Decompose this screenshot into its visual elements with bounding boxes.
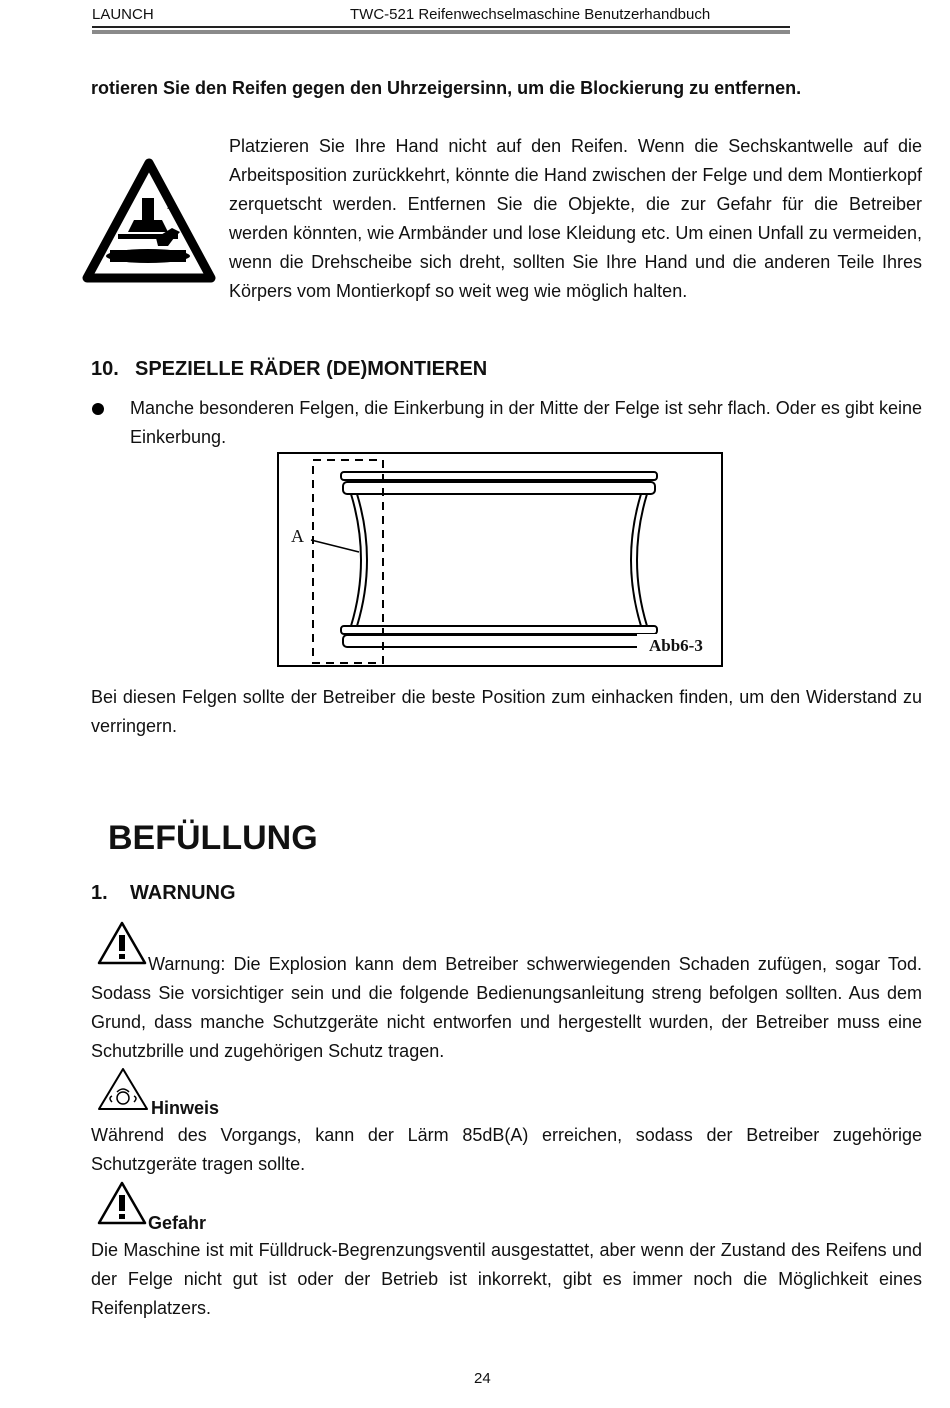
- header-left: LAUNCH: [92, 6, 154, 23]
- bullet-text: Manche besonderen Felgen, die Einkerbung in der Mitte der Felge ist sehr flach. Oder es gibt keine Einkerbung.: [130, 398, 922, 447]
- chapter-title: BEFÜLLUNG: [108, 819, 318, 857]
- section-1-title: WARNUNG: [130, 882, 236, 904]
- bullet-dot: [92, 403, 104, 415]
- header-rule: [92, 26, 790, 28]
- ear-protection-triangle-icon: [96, 1066, 150, 1112]
- rim-figure: [277, 452, 723, 667]
- warning-text: Warnung: Die Explosion kann dem Betreiber schwerwiegenden Schaden zufügen, sogar Tod. Sodass Sie vorsichtiger sein und die folgende Bedienungsanleitung streng befolgen sollten. Aus dem Grund, dass manche Schutzgeräte nicht entworfen und hergestellt wurden, der Betreiber muss eine Schutzbrille und zugehörigen Schutz tragen.: [91, 954, 922, 1061]
- note-label: Hinweis: [151, 1098, 220, 1118]
- crush-warning-text: Platzieren Sie Ihre Hand nicht auf den Reifen. Wenn die Sechskantwelle auf die Arbeitsposition zurückkehrt, könnte die Hand zwischen der Felge und dem Montierkopf zerquetscht werden. Entfernen Sie die Objekte, die zur Gefahr für die Betreiber werden könnten, wie Armbänder und lose Kleidung etc. Um einen Unfall zu vermeiden, wenn die Drehscheibe sich dreht, sollten Sie Ihre Hand und die anderen Teile Ihres Körpers vom Montierkopf so weit weg wie möglich halten.: [229, 136, 922, 301]
- figure-label-a: A: [291, 526, 304, 546]
- note-text: Während des Vorgangs, kann der Lärm 85dB(A) erreichen, sodass der Betreiber zugehörige Schutzgeräte tragen sollte.: [91, 1125, 922, 1174]
- intro-line: rotieren Sie den Reifen gegen den Uhrzeigersinn, um die Blockierung zu entfernen.: [91, 78, 802, 98]
- header-title: TWC-521 Reifenwechselmaschine Benutzerhandbuch: [350, 6, 711, 23]
- section-10-title: SPEZIELLE RÄDER (DE)MONTIEREN: [135, 358, 488, 380]
- exclamation-triangle-icon: [96, 1180, 148, 1226]
- section-10-number: 10.: [91, 358, 119, 380]
- figure-caption: Abb6-3: [649, 636, 703, 655]
- section-10-paragraph: Bei diesen Felgen sollte der Betreiber die beste Position zum einhacken finden, um den Widerstand zu verringern.: [91, 687, 922, 736]
- section-1-number: 1.: [91, 882, 108, 904]
- svg-text:*: *: [167, 202, 175, 218]
- svg-text:*7*: *7*: [124, 238, 144, 251]
- page-number: 24: [474, 1370, 491, 1387]
- danger-label: Gefahr: [148, 1213, 207, 1233]
- hand-crush-warning-icon: [82, 158, 216, 284]
- header-rule-shadow: [92, 30, 790, 34]
- danger-text: Die Maschine ist mit Fülldruck-Begrenzungsventil ausgestattet, aber wenn der Zustand des Reifens und der Felge nicht gut ist oder der Betrieb ist inkorrekt, gibt es immer noch die Möglichkeit eines Reifenplatzers.: [91, 1240, 922, 1318]
